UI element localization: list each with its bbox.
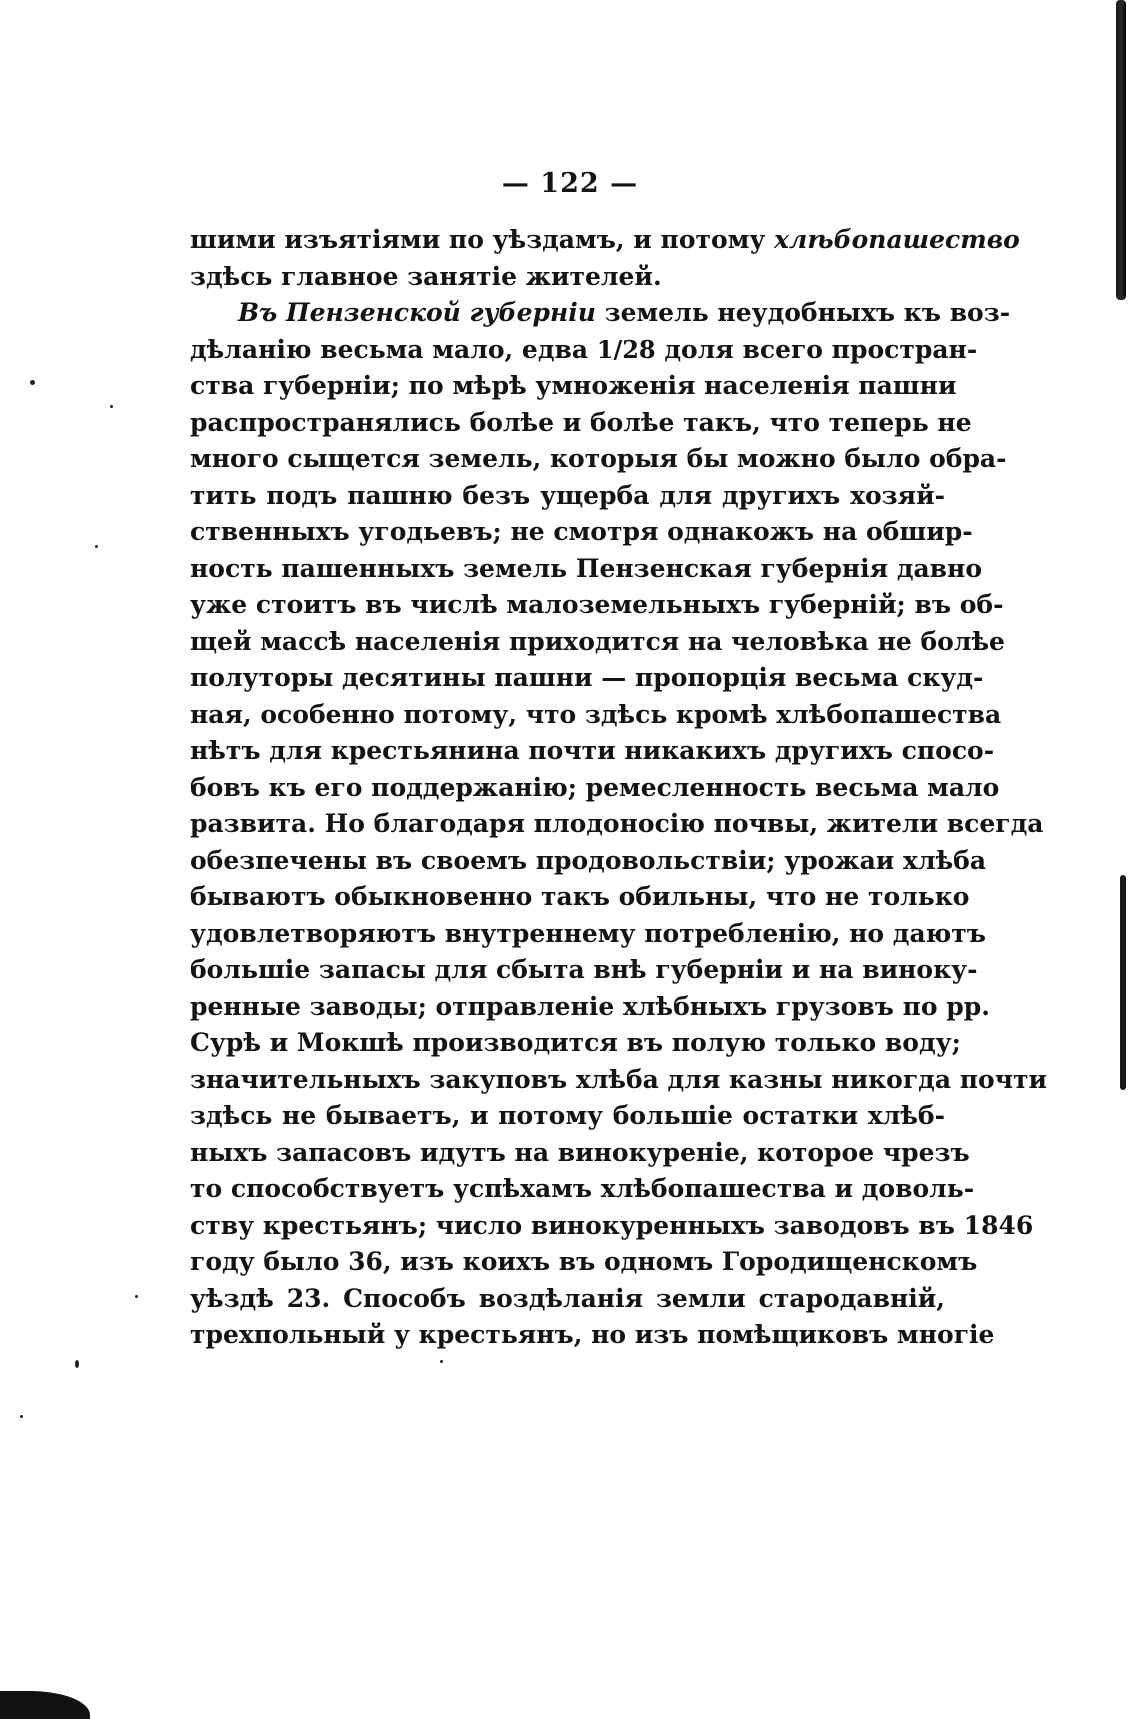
text-segment: бовъ къ его поддержанію; ремесленность весьма мало [190, 772, 1000, 802]
scan-speck [95, 545, 98, 548]
text-segment: ная, особенно потому, что здѣсь кромѣ хлѣбопашества [190, 699, 1002, 729]
text-line [190, 770, 1000, 807]
text-segment: уѣздѣ 23. Способъ воздѣланія земли стародавній, [190, 1283, 945, 1313]
text-segment: тить подъ пашню безъ ущерба для другихъ хозяй- [190, 480, 945, 510]
scan-speck [440, 1360, 443, 1363]
text-line [190, 368, 957, 405]
page-number: — 122 — [501, 168, 639, 199]
text-line [190, 624, 1005, 661]
text-segment: бываютъ обыкновенно такъ обильны, что не только [190, 882, 970, 911]
text-segment: ренные заводы; отправленіе хлѣбныхъ грузовъ по рр. [190, 991, 990, 1021]
text-segment: щей массѣ населенія приходится на человѣка не болѣе [190, 626, 1005, 656]
text-segment: то способствуетъ успѣхамъ хлѣбопашества и доволь- [190, 1174, 975, 1203]
text-line [190, 1208, 1034, 1245]
text-line [190, 1171, 975, 1208]
text-segment: удовлетворяютъ внутреннему потребленію, но даютъ [190, 918, 986, 948]
scan-edge-mark [1120, 875, 1126, 1090]
text-line [190, 259, 945, 296]
text-segment: трехпольный у крестьянъ, но изъ помѣщиковъ многіе [190, 1320, 995, 1349]
scan-speck [135, 1295, 138, 1298]
text-line [190, 332, 978, 369]
text-line [190, 843, 987, 880]
body-text [190, 222, 1048, 1354]
text-line [190, 1098, 945, 1135]
text-segment: ныхъ запасовъ идутъ на винокуреніе, которое чрезъ [190, 1137, 970, 1167]
text-segment: ства губерніи; по мѣрѣ умноженія населенія пашни [190, 371, 957, 400]
text-segment: шими изъятіями по уѣздамъ, и потому [190, 225, 775, 254]
text-segment: году было 36, изъ коихъ въ одномъ Городищенскомъ [190, 1247, 978, 1276]
text-line [190, 697, 1002, 734]
text-line [190, 514, 973, 551]
text-segment: нѣтъ для крестьянина почти никакихъ другихъ спосо- [190, 736, 995, 765]
text-line [190, 1244, 978, 1281]
text-line [190, 478, 945, 515]
text-line [190, 733, 995, 770]
fraction-text: 1/28 [596, 334, 656, 364]
text-segment: земель неудобныхъ къ воз- [595, 298, 1011, 327]
scan-edge-mark [1116, 0, 1126, 300]
text-segment: уже стоитъ въ числѣ малоземельныхъ губерній; въ об- [190, 590, 1004, 619]
text-line [190, 1062, 1048, 1099]
text-segment: Сурѣ и Мокшѣ производится въ полую только воду; [190, 1028, 961, 1057]
scan-speck [75, 1360, 79, 1368]
text-segment: много сыщется земель, которыя бы можно было обра- [190, 444, 1007, 473]
text-line [190, 587, 1004, 624]
text-segment: обезпечены въ своемъ продовольствіи; урожаи хлѣба [190, 845, 987, 875]
text-segment: ственныхъ угодьевъ; не смотря однакожъ на обшир- [190, 517, 973, 546]
italic-text: хлѣбопашество [774, 225, 1020, 254]
scan-speck [20, 1415, 23, 1418]
text-line [190, 660, 984, 697]
text-segment: доля всего простран- [655, 334, 978, 364]
text-segment: дѣланію весьма мало, едва [190, 334, 597, 364]
text-segment: значительныхъ закуповъ хлѣба для казны никогда почти [190, 1064, 1048, 1094]
text-segment: развита. Но благодаря плодоносію почвы, жители всегда [190, 809, 1044, 838]
text-line [190, 989, 990, 1026]
text-segment: ству крестьянъ; число винокуренныхъ заводовъ въ 1846 [190, 1210, 1034, 1240]
text-line [190, 405, 972, 442]
text-line [190, 1135, 970, 1172]
text-segment: здѣсь не бываетъ, и потому большіе остатки хлѣб- [190, 1101, 945, 1130]
text-line [190, 1281, 945, 1318]
text-segment: полуторы десятины пашни — пропорція весьма скуд- [190, 663, 984, 692]
text-line [190, 295, 1011, 332]
text-segment: здѣсь главное занятіе жителей. [190, 261, 662, 291]
text-line [190, 1317, 995, 1354]
text-line [190, 222, 1020, 259]
text-line [190, 1025, 961, 1062]
italic-text: Въ Пензенской губерніи [238, 298, 596, 327]
text-segment: распространялись болѣе и болѣе такъ, что теперь не [190, 407, 972, 437]
text-line [190, 441, 1007, 478]
text-line [190, 806, 1044, 843]
scan-speck [110, 405, 113, 408]
text-segment: ность пашенныхъ земель Пензенская губернія давно [190, 553, 983, 583]
scan-blot [0, 1691, 90, 1719]
text-line [190, 551, 983, 588]
text-line [190, 952, 978, 989]
text-segment: большіе запасы для сбыта внѣ губерніи и на виноку- [190, 955, 978, 984]
scan-speck [30, 380, 35, 385]
text-line [190, 916, 986, 953]
text-line [190, 879, 970, 916]
